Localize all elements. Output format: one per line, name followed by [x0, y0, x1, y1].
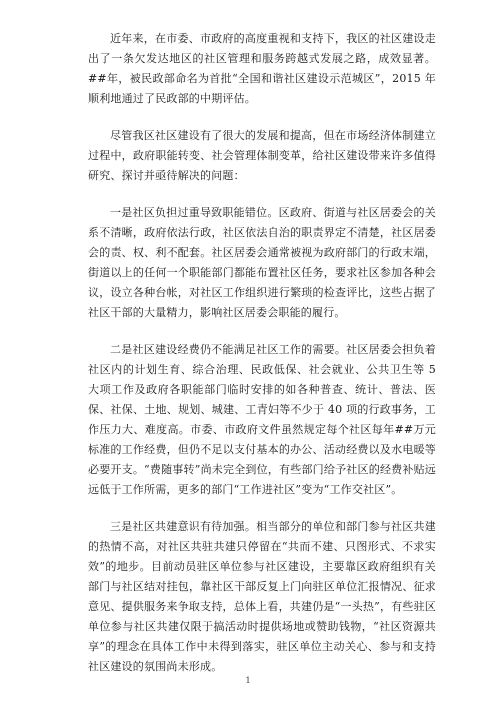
paragraph-problem-one: 一是社区负担过重导致职能错位。区政府、街道与社区居委会的关系不清晰，政府依法行政，社区依法自治的职责界定不清楚，社区居委会的责、权、利不配套。社区居委会通常被视为政府部门的行政末端，街道以上的任何一个职能部门都能布置社区任务，要求社区参加各种会议，设立各种台帐，对社区工作组织进行繁琐的检查评比，这些占据了社区干部的大量精力，影响社区居委会职能的履行。: [88, 206, 436, 319]
paragraph-problems-overview: 尽管我区社区建设有了很大的发展和提高，但在市场经济体制建立过程中，政府职能转变、社会管理体制变革，给社区建设带来许多值得研究、探讨并亟待解决的问题：: [88, 129, 436, 182]
paragraph-intro: 近年来，在市委、市政府的高度重视和支持下，我区的社区建设走出了一条欠发达地区的社区管理和服务跨越式发展之路，成效显著。##年，被民政部命名为首批“全国和谐社区建设示范城区”，2015 年 顺利地通过了民政部的中期评估。: [88, 32, 436, 105]
document-body: [88, 29, 436, 694]
paragraph-problem-three: 三是社区共建意识有待加强。相当部分的单位和部门参与社区共建的热情不高，对社区共驻共建只停留在“共而不建、只图形式、不求实效”的地步。目前动员驻区单位参与社区建设，主要靠区政府组织有关部门与社区结对挂包，靠社区干部反复上门向驻区单位汇报情况、征求意见、提供服务来争取支持，总体上看，共建仍是“一头热”，有些驻区单位参与社区共建仅限于搞活动时提供场地或赞助钱物，“社区资源共享”的理念在具体工作中未得到落实，驻区单位主动关心、参与和支持社区建设的氛围尚未形成。: [88, 520, 436, 673]
page-number: 1: [245, 676, 251, 685]
paragraph-problem-two: 二是社区建设经费仍不能满足社区工作的需要。社区居委会担负着社区内的计划生育、综合治理、民政低保、社会就业、公共卫生等 5 大项工作及政府各职能部门临时安排的如各种普查、统计、普法、医保、社保、土地、规划、城建、工青妇等不少于 40 项的行政事务，工作压力大、难度高。市委、市政府文件虽然规定每个社区每年##万元标准的工作经费，但仍不足以支付基本的办公、活动经费以及水电暖等必要开支。“费随事转”尚未完全到位，有些部门给予社区的经费补贴远远低于工作所需，更多的部门“工作进社区”变为“工作交社区”。: [88, 343, 436, 496]
